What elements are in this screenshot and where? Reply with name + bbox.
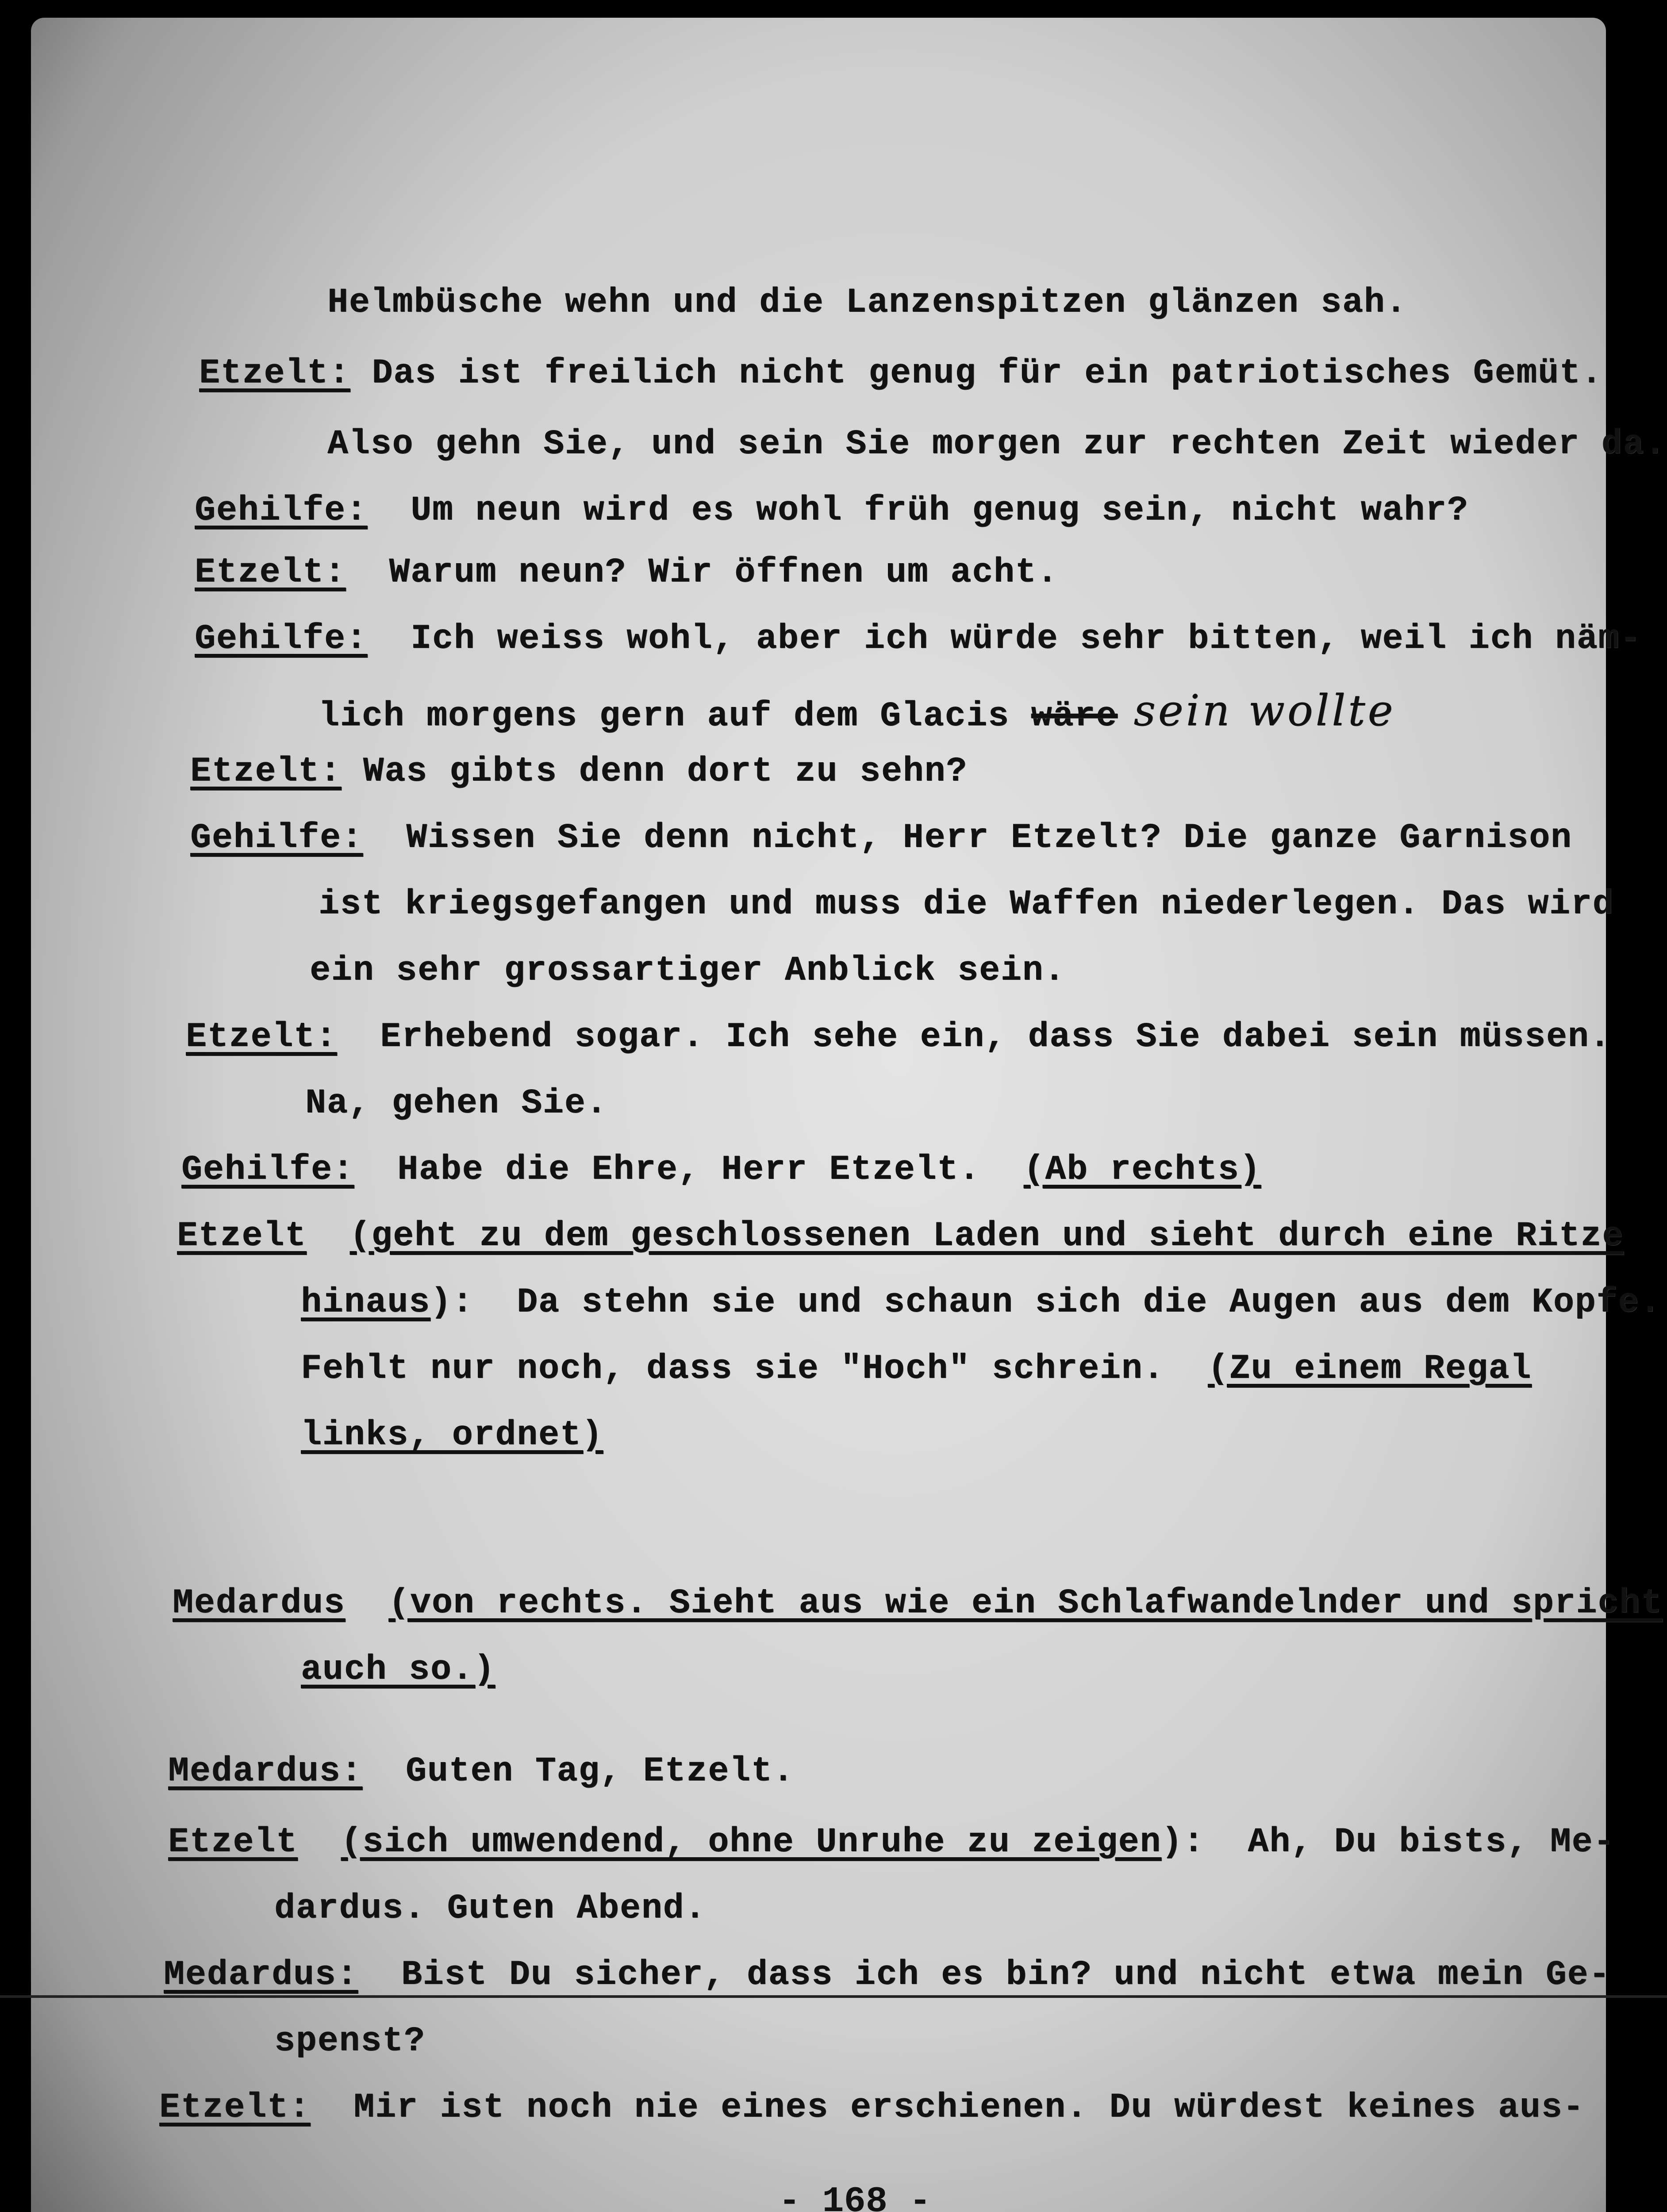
line-text: ): Da stehn sie und schaun sich die Augen aus dem Kopfe. xyxy=(430,1283,1661,1322)
text-line xyxy=(274,1889,706,1928)
text-line xyxy=(190,752,968,791)
underlined-text: Etzelt: xyxy=(199,354,350,393)
text-line xyxy=(186,1018,1611,1056)
line-text xyxy=(345,1584,388,1623)
text-line xyxy=(164,1955,1610,1994)
underlined-text: hinaus xyxy=(301,1283,430,1322)
line-text: Guten Tag, Etzelt. xyxy=(362,1752,795,1791)
line-text: Na, gehen Sie. xyxy=(305,1084,608,1123)
underlined-text: Medardus xyxy=(173,1584,346,1623)
text-line xyxy=(305,1084,607,1123)
line-text: ist kriegsgefangen und muss die Waffen niederlegen. Das wird xyxy=(319,885,1614,924)
text-line xyxy=(310,951,1065,990)
line-text: ): Ah, Du bists, Me- xyxy=(1161,1823,1615,1862)
struck-text: wäre xyxy=(1031,697,1118,736)
underlined-text: (Zu einem Regal xyxy=(1207,1349,1532,1388)
text-line xyxy=(199,354,1603,393)
text-line xyxy=(190,818,1572,857)
text-line xyxy=(319,686,1395,736)
text-line xyxy=(159,2088,1584,2127)
text-line xyxy=(168,1823,1615,1862)
underlined-text: Gehilfe: xyxy=(181,1150,354,1189)
underlined-text: Etzelt: xyxy=(159,2088,311,2127)
line-text: Warum neun? Wir öffnen um acht. xyxy=(346,553,1059,592)
underlined-text: Etzelt: xyxy=(186,1018,337,1056)
underlined-text: Gehilfe: xyxy=(195,619,368,658)
line-text: Habe die Ehre, Herr Etzelt. xyxy=(354,1150,1024,1189)
line-text: Was gibts denn dort zu sehn? xyxy=(341,752,968,791)
underlined-text: Etzelt: xyxy=(195,553,346,592)
text-line xyxy=(195,553,1058,592)
underlined-text: (Ab rechts) xyxy=(1023,1150,1261,1189)
handwritten-correction: sein wollte xyxy=(1117,686,1396,735)
line-text: Fehlt nur noch, dass sie "Hoch" schrein. xyxy=(301,1349,1208,1388)
text-line xyxy=(177,1217,1624,1256)
text-line xyxy=(274,2022,426,2061)
underlined-text: Medardus: xyxy=(164,1955,358,1994)
line-text: Das ist freilich nicht genug für ein patriotisches Gemüt. xyxy=(350,354,1603,393)
underlined-text: Etzelt xyxy=(177,1217,307,1256)
text-line xyxy=(327,425,1666,464)
underlined-text: Gehilfe: xyxy=(190,818,363,857)
page-number: - 168 - xyxy=(779,2181,931,2212)
underlined-text: Etzelt xyxy=(168,1823,298,1862)
underlined-text: Gehilfe: xyxy=(195,491,368,530)
underlined-text: Medardus: xyxy=(168,1752,363,1791)
line-text: Um neun wird es wohl früh genug sein, nicht wahr? xyxy=(367,491,1469,530)
underlined-text: auch so.) xyxy=(301,1650,495,1689)
underlined-text: (geht zu dem geschlossenen Laden und sieht durch eine Ritze xyxy=(350,1217,1624,1256)
line-text xyxy=(298,1823,341,1862)
text-line xyxy=(173,1584,1663,1623)
underlined-text: Etzelt: xyxy=(190,752,342,791)
text-line xyxy=(301,1650,495,1689)
text-line xyxy=(301,1416,603,1455)
line-text: lich morgens gern auf dem Glacis xyxy=(319,697,1031,736)
text-line xyxy=(181,1150,1261,1189)
line-text: Helmbüsche wehn und die Lanzenspitzen glänzen sah. xyxy=(327,283,1407,322)
text-line xyxy=(168,1752,794,1791)
line-text: dardus. Guten Abend. xyxy=(274,1889,707,1928)
underlined-text: (sich umwendend, ohne Unruhe zu zeigen xyxy=(341,1823,1162,1862)
line-text: Wissen Sie denn nicht, Herr Etzelt? Die ganze Garnison xyxy=(363,818,1572,857)
text-line xyxy=(195,491,1469,530)
line-text: Also gehn Sie, und sein Sie morgen zur rechten Zeit wieder da. xyxy=(327,425,1667,464)
underlined-text: (von rechts. Sieht aus wie ein Schlafwandelnder und spricht xyxy=(388,1584,1663,1623)
line-text xyxy=(307,1217,350,1256)
typescript-page xyxy=(31,18,1606,2212)
underlined-text: links, ordnet) xyxy=(301,1416,603,1455)
line-text: Bist Du sicher, dass ich es bin? und nicht etwa mein Ge- xyxy=(358,1955,1611,1994)
text-line xyxy=(195,619,1641,658)
line-text: spenst? xyxy=(274,2022,426,2061)
line-text: Ich weiss wohl, aber ich würde sehr bitten, weil ich näm- xyxy=(367,619,1642,658)
text-line xyxy=(301,1283,1661,1322)
text-line xyxy=(327,283,1407,322)
text-line xyxy=(301,1349,1532,1388)
text-line xyxy=(319,885,1614,924)
line-text: Erhebend sogar. Ich sehe ein, dass Sie dabei sein müssen. xyxy=(337,1018,1611,1056)
line-text: Mir ist noch nie eines erschienen. Du würdest keines aus- xyxy=(310,2088,1585,2127)
scan-fold-line xyxy=(0,1995,1667,1998)
line-text: ein sehr grossartiger Anblick sein. xyxy=(310,951,1066,990)
